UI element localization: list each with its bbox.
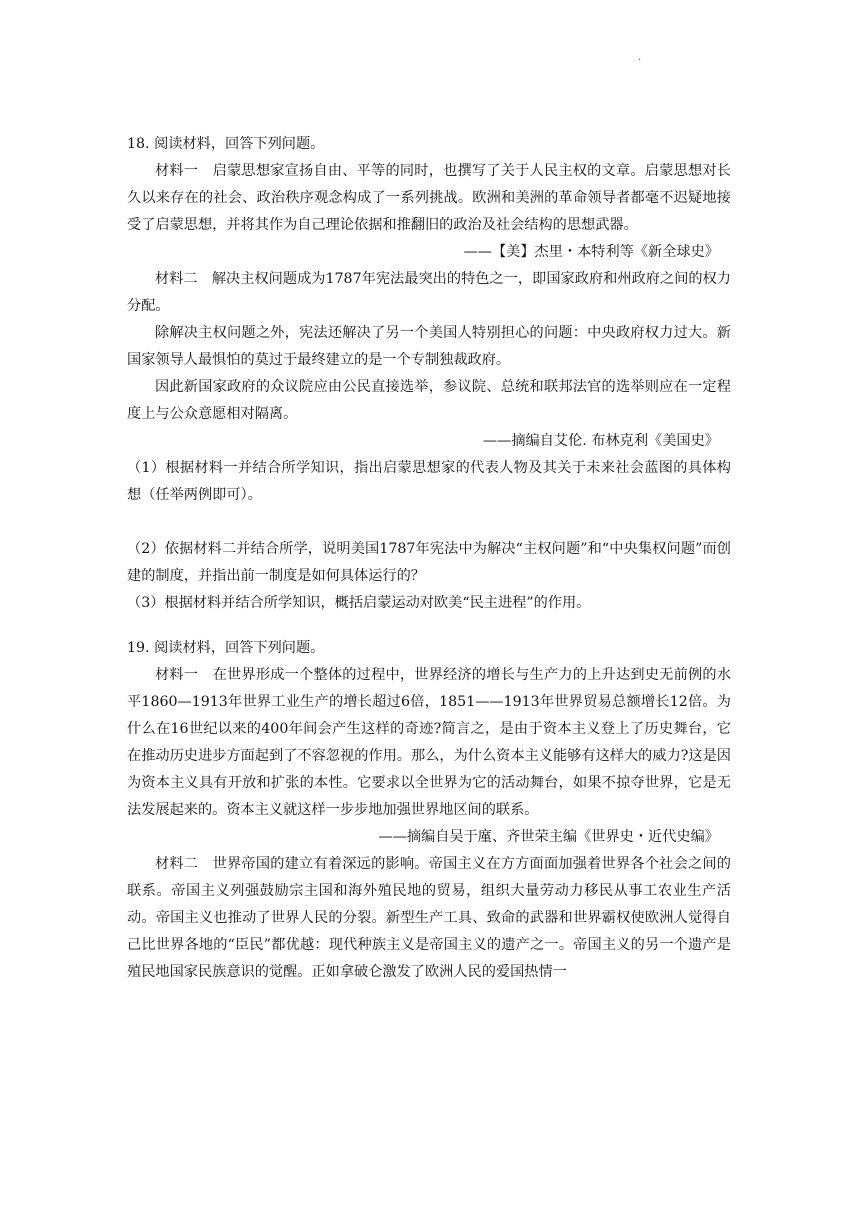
question-18-title: 18. 阅读材料，回答下列问题。: [127, 136, 325, 152]
q18-material-2-source: ——摘编自艾伦. 布林克利《美国史》: [482, 433, 719, 449]
page-content: [127, 131, 731, 986]
q18-subquestion-1: （1）根据材料一并结合所学知识，指出启蒙思想家的代表人物及其关于未来社会蓝图的具体构想（任举两例即可）。: [127, 460, 731, 503]
q18-subquestion-3: （3）根据材料并结合所学知识，概括启蒙运动对欧美“民主进程”的作用。: [127, 595, 591, 611]
q19-material-2: 材料二 世界帝国的建立有着深远的影响。帝国主义在方方面面加强着世界各个社会之间的联系。帝国主义列强鼓励宗主国和海外殖民地的贸易，组织大量劳动力移民从事工农业生产活动。帝国主义也推动了世界人民的分裂。新型生产工具、致命的武器和世界霸权使欧洲人觉得自己比世界各地的“臣民”都优越：现代种族主义是帝国主义的遗产之一。帝国主义的另一个遗产是殖民地国家民族意识的觉醒。正如拿破仑激发了欧洲人民的爱国热情一: [127, 856, 731, 980]
q18-subquestion-2: （2）依据材料二并结合所学，说明美国1787年宪法中为解决“主权问题”和“中央集权问题”而创建的制度，并指出前一制度是如何具体运行的？: [127, 541, 731, 584]
q18-material-2-paragraph-1: 材料二 解决主权问题成为1787年宪法最突出的特色之一，即国家政府和州政府之间的权力分配。: [127, 271, 731, 314]
header-mark: .: [638, 52, 642, 63]
q18-material-2-paragraph-2: 除解决主权问题之外，宪法还解决了另一个美国人特别担心的问题：中央政府权力过大。新国家领导人最惧怕的莫过于最终建立的是一个专制独裁政府。: [127, 325, 731, 368]
q19-material-1: 材料一 在世界形成一个整体的过程中，世界经济的增长与生产力的上升达到史无前例的水平1860—1913年世界工业生产的增长超过6倍，1851——1913年世界贸易总额增长12倍。为什么在16世纪以来的400年间会产生这样的奇迹?简言之，是由于资本主义登上了历史舞台，它在推动历史进步方面起到了不容忽视的作用。那么，为什么资本主义能够有这样大的威力?这是因为资本主义具有开放和扩张的本性。它要求以全世界为它的活动舞台，如果不掠夺世界，它是无法发展起来的。资本主义就这样一步步地加强世界地区间的联系。: [127, 667, 731, 818]
q18-material-1-source: ——【美】杰里・本特利等《新全球史》: [463, 244, 719, 260]
q19-material-1-source: ——摘编自吴于廑、齐世荣主编《世界史・近代史编》: [378, 829, 719, 845]
question-spacer: [127, 617, 731, 635]
q18-material-1: 材料一 启蒙思想家宣扬自由、平等的同时，也撰写了关于人民主权的文章。启蒙思想对长久以来存在的社会、政治秩序观念构成了一系列挑战。欧洲和美洲的革命领导者都毫不迟疑地接受了启蒙思想，并将其作为自己理论依据和推翻旧的政治及社会结构的思想武器。: [127, 163, 731, 233]
question-19-title: 19. 阅读材料，回答下列问题。: [127, 640, 325, 656]
q18-material-2-paragraph-3: 因此新国家政府的众议院应由公民直接选举，参议院、总统和联邦法官的选举则应在一定程度上与公众意愿相对隔离。: [127, 379, 731, 422]
answer-space: [127, 509, 731, 536]
